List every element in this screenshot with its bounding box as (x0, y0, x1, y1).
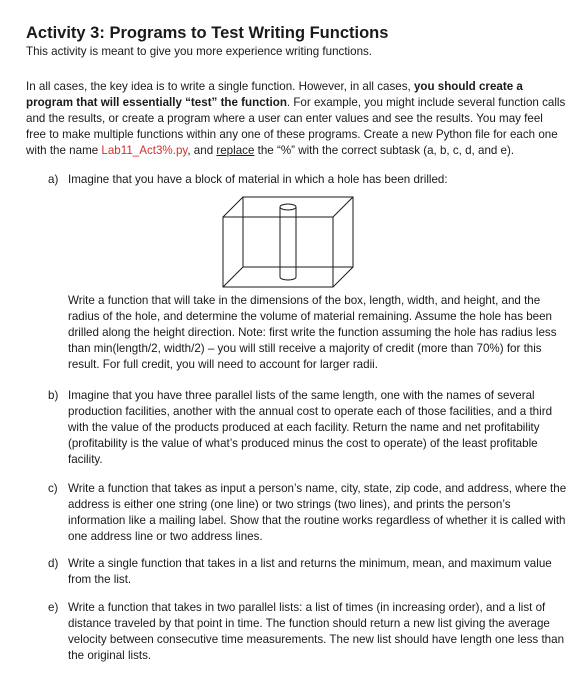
intro-text-3: , and (187, 144, 217, 157)
subtask-letter: e) (48, 601, 59, 614)
subtask-text: Write a function that takes as input a person’s name, city, state, zip code, and address, where the address is either one string (one line) or two strings (two lines), and prints the person’s information like a mailing label. Show that the routine works regardless of whether it is called with one address line or two address lines. (68, 482, 567, 543)
subtask-b (48, 388, 568, 468)
subtask-text: Write a function that takes in two parallel lists: a list of times (in increasing order), and a list of distance traveled by that point in time. The function should return a new list giving the average velocity between consecutive time measurements. The new list should have length one less than the original lists. (68, 601, 565, 662)
intro-text-2: . For example, you might include several function calls and the results, or create a program where a user can enter values and see the results. You may feel free to make multiple functions within any one of these programs. Create a new Python file for each one with the name (26, 96, 566, 157)
block-front-face (223, 217, 333, 287)
filename-text: Lab11_Act3%.py (101, 144, 188, 157)
page-subtitle: This activity is meant to give you more experience writing functions. (26, 45, 373, 58)
block-edge (223, 197, 243, 217)
subtask-text: Imagine that you have a block of material in which a hole has been drilled: (68, 173, 448, 186)
subtask-letter: b) (48, 389, 59, 402)
subtask-letter: c) (48, 482, 58, 495)
intro-bold-text: you should create a program that will essentially “test” the function (26, 80, 523, 109)
hole-bottom-arc (280, 277, 296, 280)
subtask-letter: d) (48, 557, 59, 570)
intro-text-4: the “%” with the correct subtask (a, b, c, d, and e). (254, 144, 515, 157)
block-edge (333, 197, 353, 217)
block-back-face (243, 197, 353, 267)
page-title: Activity 3: Programs to Test Writing Functions (26, 24, 389, 42)
subtask-text: Write a single function that takes in a list and returns the minimum, mean, and maximum value from the list. (68, 557, 552, 586)
drilled-block-diagram (221, 195, 356, 290)
intro-text-1: In all cases, the key idea is to write a single function. However, in all cases, (26, 80, 414, 93)
subtask-a (48, 172, 568, 188)
subtask-a-continuation: Write a function that will take in the dimensions of the box, length, width, and height, and the radius of the hole, and determine the volume of material remaining. Assume the hole has been drilled along the height direction. Note: first write the function assuming the hole has radius less than min(length/2, width/2) – you will still receive a majority of credit (more than 70%) for this result. For full credit, you will need to account for larger radii. (68, 294, 557, 371)
subtask-c (48, 481, 568, 545)
subtask-text: Imagine that you have three parallel lists of the same length, one with the names of several production facilities, another with the annual cost to operate each of those facilities, and a third with the value of the products produced at each facility. Return the name and net profitability (profitability is the value of what’s produced minus the cost to operate) of the least profitable facility. (68, 389, 553, 466)
block-edge (333, 267, 353, 287)
hole-top-ellipse (280, 204, 296, 210)
subtask-letter: a) (48, 173, 59, 186)
intro-paragraph (26, 79, 566, 159)
subtask-e (48, 600, 568, 664)
subtask-d (48, 556, 568, 588)
replace-underlined-text: replace (216, 144, 255, 157)
block-edge (223, 267, 243, 287)
